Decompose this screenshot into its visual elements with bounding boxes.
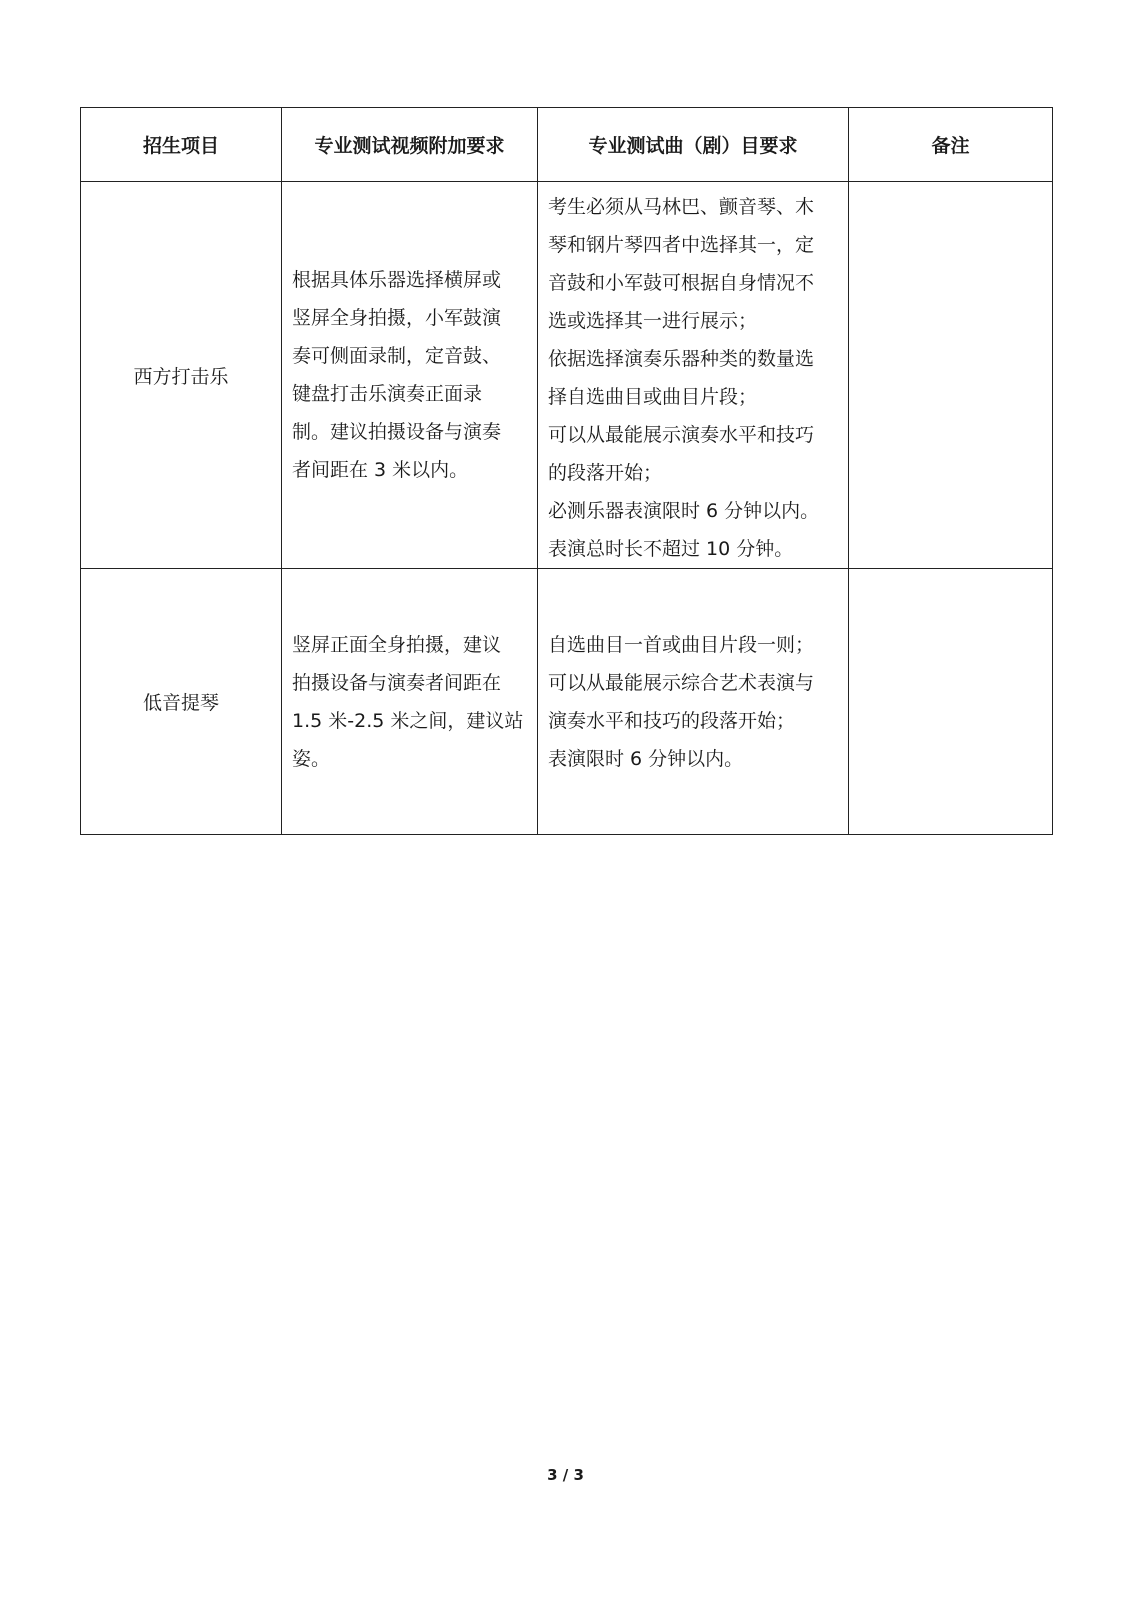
header-project: 招生项目 [81,108,282,182]
header-repertoire-requirements: 专业测试曲（剧）目要求 [538,108,849,182]
table-row [81,182,1053,569]
text-line: 的段落开始； [548,462,663,484]
header-remarks: 备注 [849,108,1053,182]
text-line: 1.5 米-2.5 米之间，建议站 [292,709,524,732]
text-line: 可以从最能展示综合艺术表演与 [548,671,815,694]
project-name: 西方打击乐 [81,182,282,569]
text-line: 选或选择其一进行展示； [548,310,758,332]
text-line: 琴和钢片琴四者中选择其一，定 [548,234,815,256]
text-line: 制。建议拍摄设备与演奏 [292,421,502,443]
text-line: 依据选择演奏乐器种类的数量选 [548,348,815,370]
remarks-cell [849,182,1053,569]
text-line: 表演限时 6 分钟以内。 [548,747,744,770]
video-requirements-cell [282,182,538,569]
repertoire-requirements-cell [538,182,849,569]
requirements-table [80,107,1053,835]
video-requirements-cell [282,569,538,835]
text-line: 演奏水平和技巧的段落开始； [548,709,796,732]
text-line: 竖屏正面全身拍摄，建议 [292,633,502,656]
text-line: 自选曲目一首或曲目片段一则； [548,633,815,656]
project-name: 低音提琴 [81,569,282,835]
table-header-row [81,108,1053,182]
page-number: 3 / 3 [547,1466,584,1484]
text-line: 姿。 [292,747,331,770]
text-line: 可以从最能展示演奏水平和技巧 [548,424,815,446]
text-line: 择自选曲目或曲目片段； [548,386,758,408]
text-line: 键盘打击乐演奏正面录 [292,383,483,405]
text-line: 竖屏全身拍摄，小军鼓演 [292,307,502,329]
table-row [81,569,1053,835]
text-line: 表演总时长不超过 10 分钟。 [548,538,794,560]
text-line: 者间距在 3 米以内。 [292,459,469,481]
repertoire-requirements-cell [538,569,849,835]
text-line: 必测乐器表演限时 6 分钟以内。 [548,500,820,522]
text-line: 考生必须从马林巴、颤音琴、木 [548,196,815,218]
text-line: 拍摄设备与演奏者间距在 [292,671,502,694]
header-video-requirements: 专业测试视频附加要求 [282,108,538,182]
text-line: 根据具体乐器选择横屏或 [292,269,502,291]
remarks-cell [849,569,1053,835]
text-line: 奏可侧面录制，定音鼓、 [292,345,502,367]
text-line: 音鼓和小军鼓可根据自身情况不 [548,272,815,294]
